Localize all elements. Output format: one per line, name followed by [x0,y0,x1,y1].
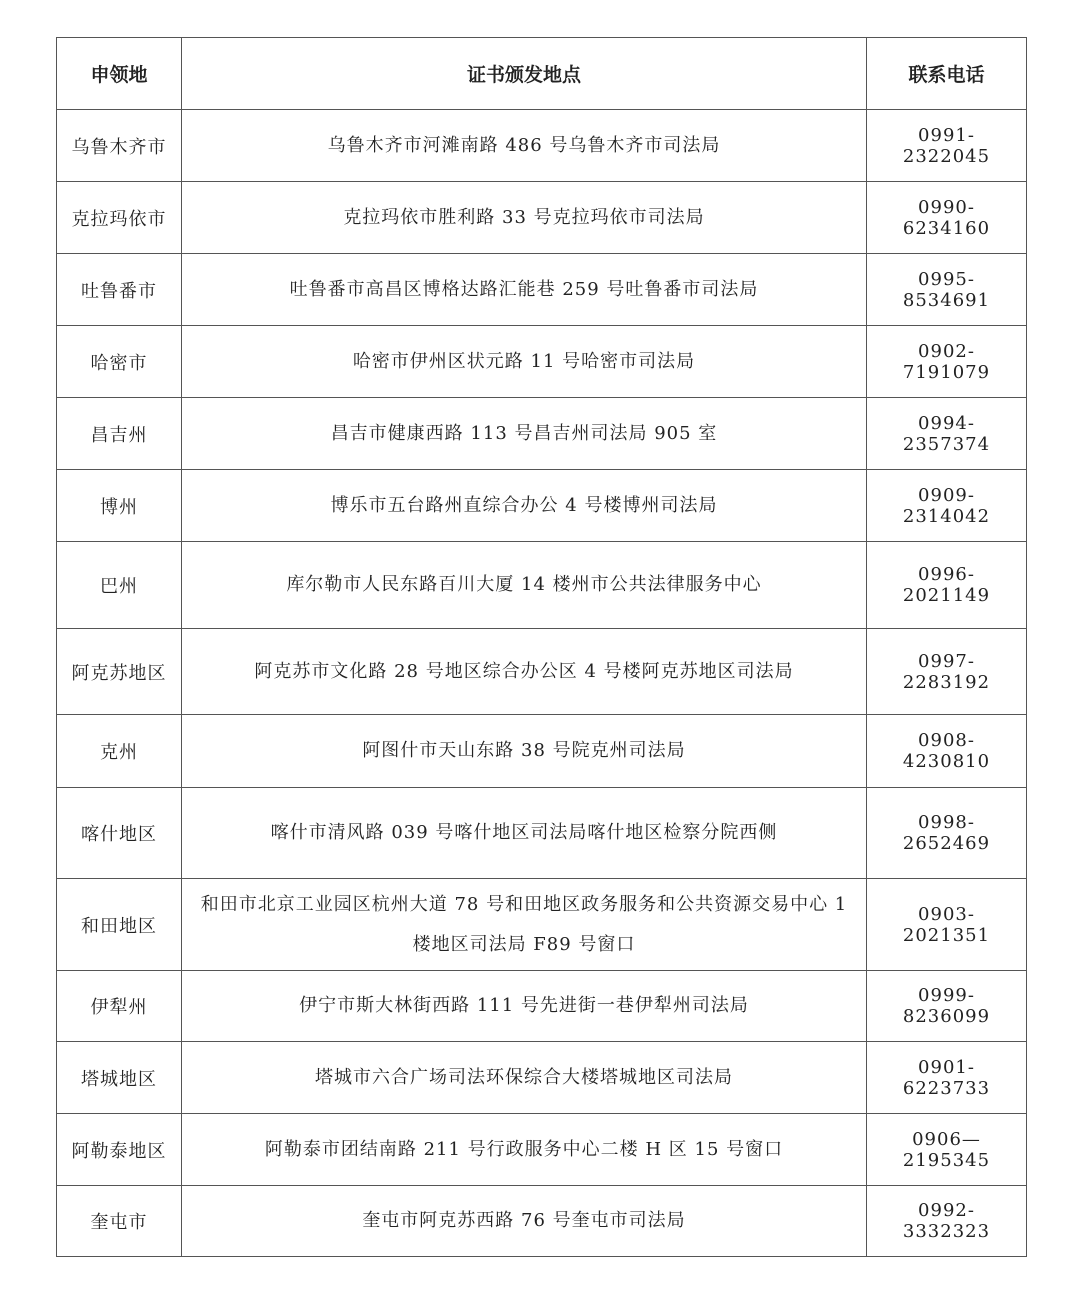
region-cell: 博州 [57,470,182,542]
table-row [57,879,1027,971]
region-cell: 克州 [57,715,182,788]
table-header-row [57,38,1027,110]
address-cell: 吐鲁番市高昌区博格达路汇能巷 259 号吐鲁番市司法局 [182,254,867,326]
header-location: 证书颁发地点 [182,38,867,110]
address-cell: 博乐市五台路州直综合办公 4 号楼博州司法局 [182,470,867,542]
table-row [57,398,1027,470]
table-row [57,629,1027,715]
table-row [57,326,1027,398]
address-cell: 库尔勒市人民东路百川大厦 14 楼州市公共法律服务中心 [182,542,867,629]
table-row [57,715,1027,788]
phone-cell: 0902-7191079 [867,326,1027,398]
region-cell: 巴州 [57,542,182,629]
header-region: 申领地 [57,38,182,110]
phone-cell: 0995-8534691 [867,254,1027,326]
table-row [57,254,1027,326]
table-row [57,971,1027,1042]
address-cell: 乌鲁木齐市河滩南路 486 号乌鲁木齐市司法局 [182,110,867,182]
header-phone: 联系电话 [867,38,1027,110]
region-cell: 阿勒泰地区 [57,1114,182,1186]
region-cell: 哈密市 [57,326,182,398]
region-cell: 阿克苏地区 [57,629,182,715]
phone-cell: 0998-2652469 [867,788,1027,879]
region-cell: 和田地区 [57,879,182,971]
address-cell: 阿勒泰市团结南路 211 号行政服务中心二楼 H 区 15 号窗口 [182,1114,867,1186]
address-cell: 塔城市六合广场司法环保综合大楼塔城地区司法局 [182,1042,867,1114]
address-cell: 和田市北京工业园区杭州大道 78 号和田地区政务服务和公共资源交易中心 1 楼地区司法局 F89 号窗口 [182,879,867,971]
phone-cell: 0990-6234160 [867,182,1027,254]
region-cell: 乌鲁木齐市 [57,110,182,182]
region-cell: 喀什地区 [57,788,182,879]
phone-cell: 0999-8236099 [867,971,1027,1042]
address-cell: 喀什市清风路 039 号喀什地区司法局喀什地区检察分院西侧 [182,788,867,879]
phone-cell: 0992-3332323 [867,1186,1027,1257]
phone-cell: 0997-2283192 [867,629,1027,715]
table-row [57,182,1027,254]
phone-cell: 0996-2021149 [867,542,1027,629]
address-cell: 阿克苏市文化路 28 号地区综合办公区 4 号楼阿克苏地区司法局 [182,629,867,715]
table-row [57,1042,1027,1114]
phone-cell: 0994-2357374 [867,398,1027,470]
phone-cell: 0908-4230810 [867,715,1027,788]
region-cell: 奎屯市 [57,1186,182,1257]
region-cell: 塔城地区 [57,1042,182,1114]
address-cell: 克拉玛依市胜利路 33 号克拉玛依市司法局 [182,182,867,254]
address-cell: 哈密市伊州区状元路 11 号哈密市司法局 [182,326,867,398]
phone-cell: 0906—2195345 [867,1114,1027,1186]
phone-cell: 0901-6223733 [867,1042,1027,1114]
address-cell: 昌吉市健康西路 113 号昌吉州司法局 905 室 [182,398,867,470]
region-cell: 伊犁州 [57,971,182,1042]
table-row [57,470,1027,542]
table-row [57,1114,1027,1186]
address-cell: 伊宁市斯大林街西路 111 号先进街一巷伊犁州司法局 [182,971,867,1042]
table-row [57,110,1027,182]
region-cell: 昌吉州 [57,398,182,470]
certificate-location-table [56,37,1027,1257]
table-row [57,1186,1027,1257]
address-cell: 奎屯市阿克苏西路 76 号奎屯市司法局 [182,1186,867,1257]
phone-cell: 0909-2314042 [867,470,1027,542]
phone-cell: 0991-2322045 [867,110,1027,182]
address-cell: 阿图什市天山东路 38 号院克州司法局 [182,715,867,788]
phone-cell: 0903-2021351 [867,879,1027,971]
table-row [57,542,1027,629]
region-cell: 吐鲁番市 [57,254,182,326]
region-cell: 克拉玛依市 [57,182,182,254]
table-row [57,788,1027,879]
